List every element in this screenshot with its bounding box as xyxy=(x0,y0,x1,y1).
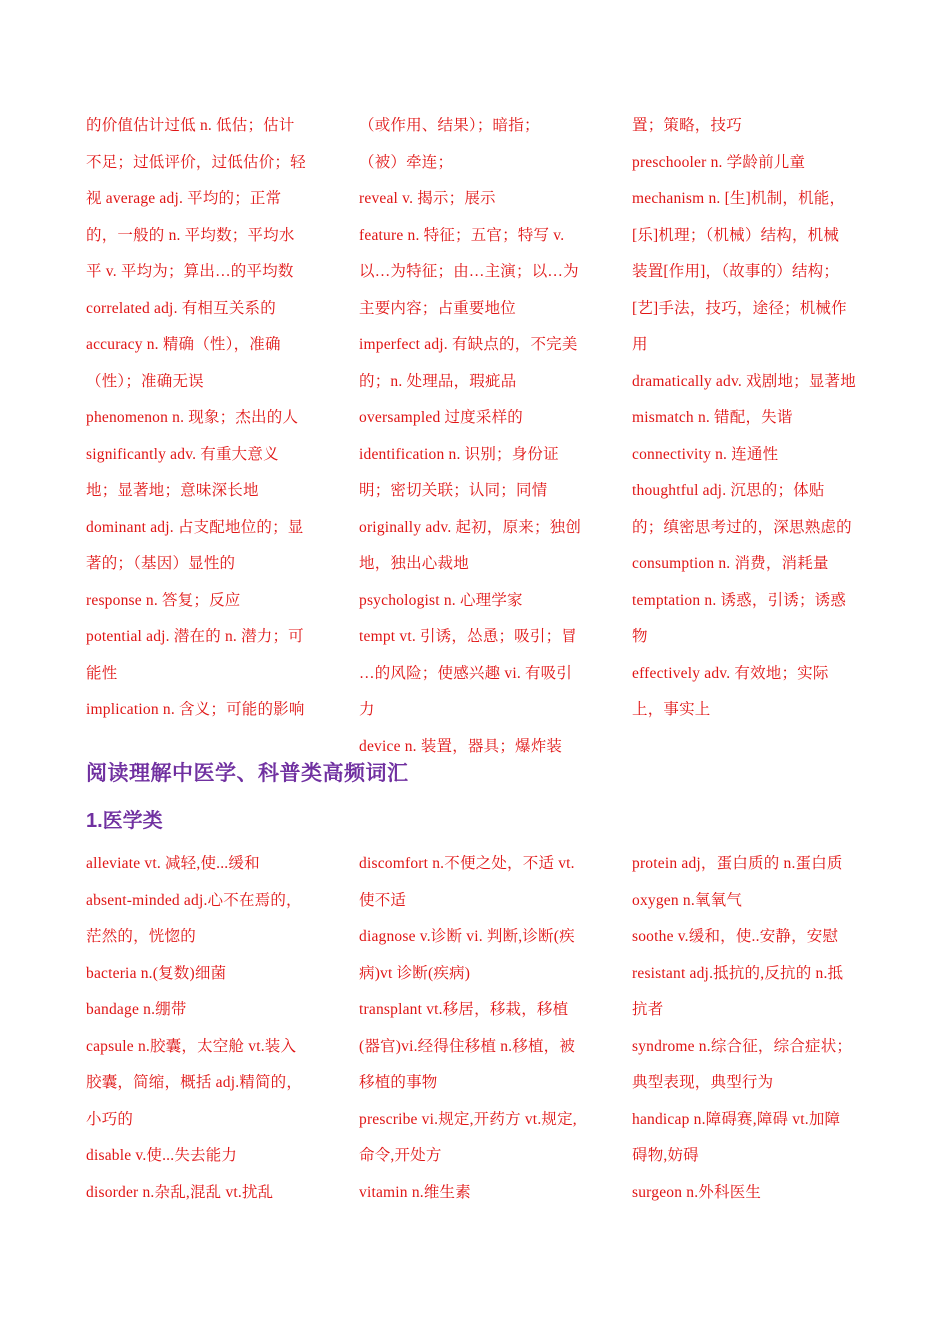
vocab-line: 茫然的，恍惚的 xyxy=(86,928,196,945)
vocab-line: 地；显著地；意味深长地 xyxy=(86,482,259,499)
vocab-line: 用 xyxy=(632,336,648,353)
vocab-line: 使不适 xyxy=(359,891,407,909)
vocab-line: reveal v. 揭示；展示 xyxy=(359,190,496,207)
vocab-line: implication n. 含义；可能的影响 xyxy=(86,701,305,718)
vocab-line: (器官)vi.经得住移植 n.移植，被 xyxy=(359,1037,576,1055)
vocab-line: 典型表现，典型行为 xyxy=(632,1074,774,1091)
vocab-line: 能性 xyxy=(86,664,118,682)
vocab-line: oversampled 过度采样的 xyxy=(359,409,523,426)
vocab-line: （或作用、结果）；暗指； xyxy=(359,117,540,134)
vocab-line: disorder n.杂乱,混乱 vt.扰乱 xyxy=(86,1183,274,1201)
vocab-line: …的风险；使感兴趣 vi. 有吸引 xyxy=(359,664,573,682)
vocab-column-right xyxy=(632,108,870,765)
vocab-line: tempt vt. 引诱，怂恿；吸引；冒 xyxy=(359,628,577,645)
vocab-line: diagnose v.诊断 vi. 判断,诊断(疾 xyxy=(359,928,575,945)
vocab-line: [艺]手法，技巧，途径；机械作 xyxy=(632,299,847,317)
vocab-line: capsule n.胶囊，太空舱 vt.装入 xyxy=(86,1037,297,1055)
vocab-line: （性）；准确无误 xyxy=(86,372,204,390)
vocab-line: psychologist n. 心理学家 xyxy=(359,591,523,609)
vocab-line: 移植的事物 xyxy=(359,1074,438,1091)
vocab-line: bacteria n.(复数)细菌 xyxy=(86,964,227,982)
vocab-line: dominant adj. 占支配地位的；显 xyxy=(86,518,304,536)
vocab-line: connectivity n. 连通性 xyxy=(632,445,779,463)
vocab-line: 的；n. 处理品，瑕疵品 xyxy=(359,372,517,390)
vocab-line: 小巧的 xyxy=(86,1110,134,1128)
vocab-line: imperfect adj. 有缺点的，不完美 xyxy=(359,336,578,353)
vocab-line: 胶囊，简缩，概括 adj.精简的， xyxy=(86,1074,303,1091)
vocab-line: significantly adv. 有重大意义 xyxy=(86,445,279,463)
vocab-line: device n. 装置，器具；爆炸装 xyxy=(359,737,563,755)
vocab-section-general xyxy=(86,108,870,765)
vocab-line: protein adj，蛋白质的 n.蛋白质 xyxy=(632,855,843,872)
vocab-line: discomfort n.不便之处，不适 vt. xyxy=(359,855,575,872)
vocab-line: phenomenon n. 现象；杰出的人 xyxy=(86,409,299,426)
vocab-line: 的；缜密思考过的，深思熟虑的 xyxy=(632,518,852,536)
subsection-heading-medical: 1.医学类 xyxy=(86,810,163,832)
section-heading: 阅读理解中医学、科普类高频词汇 xyxy=(86,762,409,785)
vocab-line: 地，独出心裁地 xyxy=(359,555,469,572)
vocab-line: 装置[作用]，（故事的）结构； xyxy=(632,263,840,280)
vocab-line: 命令,开处方 xyxy=(359,1147,442,1164)
vocab-line: disable v.使...失去能力 xyxy=(86,1147,238,1164)
vocab-line: oxygen n.氧氧气 xyxy=(632,891,743,909)
vocab-line: [乐]机理；（机械）结构，机械 xyxy=(632,226,840,244)
vocab-line: transplant vt.移居，移栽，移植 xyxy=(359,1001,569,1018)
vocab-line: mechanism n. [生]机制，机能， xyxy=(632,190,846,207)
vocab-line: 抗者 xyxy=(632,1001,664,1018)
medical-column-right xyxy=(632,846,870,1211)
vocab-line: 上，事实上 xyxy=(632,701,711,718)
vocab-line: 的，一般的 n. 平均数；平均水 xyxy=(86,226,295,244)
vocab-line: temptation n. 诱惑，引诱；诱惑 xyxy=(632,591,847,609)
vocab-line: correlated adj. 有相互关系的 xyxy=(86,299,276,317)
vocab-line: surgeon n.外科医生 xyxy=(632,1183,762,1201)
vocab-line: 碍物,妨碍 xyxy=(632,1147,699,1164)
vocab-line: preschooler n. 学龄前儿童 xyxy=(632,153,806,171)
vocab-line: feature n. 特征；五官；特写 v. xyxy=(359,226,565,244)
vocab-line: thoughtful adj. 沉思的；体贴 xyxy=(632,482,825,499)
vocab-line: 明；密切关联；认同；同情 xyxy=(359,482,548,499)
vocab-line: （被）牵连； xyxy=(359,153,454,171)
vocab-line: prescribe vi.规定,开药方 vt.规定, xyxy=(359,1110,577,1128)
vocab-line: 平 v. 平均为；算出…的平均数 xyxy=(86,263,294,280)
vocab-line: dramatically adv. 戏剧地；显著地 xyxy=(632,372,856,390)
vocab-line: bandage n.绷带 xyxy=(86,1001,187,1018)
vocab-line: 的价值估计过低 n. 低估；估计 xyxy=(86,117,295,134)
vocab-line: effectively adv. 有效地；实际 xyxy=(632,664,829,682)
vocab-line: soothe v.缓和，使..安静，安慰 xyxy=(632,928,839,945)
vocab-line: 视 average adj. 平均的；正常 xyxy=(86,190,282,207)
vocab-section-medical xyxy=(86,846,870,1211)
vocab-line: response n. 答复；反应 xyxy=(86,591,241,609)
vocab-line: potential adj. 潜在的 n. 潜力；可 xyxy=(86,628,304,645)
vocab-line: 著的；（基因）显性的 xyxy=(86,555,236,572)
vocab-line: absent-minded adj.心不在焉的， xyxy=(86,891,302,909)
vocab-line: resistant adj.抵抗的,反抗的 n.抵 xyxy=(632,964,844,982)
vocab-line: 病)vt 诊断(疾病) xyxy=(359,964,471,982)
vocab-line: accuracy n. 精确（性），准确 xyxy=(86,336,281,353)
vocab-line: vitamin n.维生素 xyxy=(359,1183,471,1201)
vocab-line: mismatch n. 错配，失谐 xyxy=(632,409,793,426)
vocab-line: 置；策略，技巧 xyxy=(632,117,742,134)
vocab-line: alleviate vt. 减轻,使...缓和 xyxy=(86,855,260,872)
vocab-line: consumption n. 消费，消耗量 xyxy=(632,555,829,572)
vocab-column-left xyxy=(86,108,324,765)
medical-column-left xyxy=(86,846,324,1211)
medical-column-middle xyxy=(359,846,597,1211)
vocab-line: originally adv. 起初，原来；独创 xyxy=(359,518,582,536)
vocab-line: handicap n.障碍赛,障碍 vt.加障 xyxy=(632,1110,841,1128)
vocab-line: 以…为特征；由…主演；以…为 xyxy=(359,263,579,280)
vocab-line: 力 xyxy=(359,701,375,718)
vocab-column-middle xyxy=(359,108,597,765)
vocab-line: 物 xyxy=(632,628,648,645)
vocab-line: 不足；过低评价，过低估价；轻 xyxy=(86,153,306,171)
vocab-line: syndrome n.综合征，综合症状； xyxy=(632,1037,853,1055)
vocab-line: 主要内容；占重要地位 xyxy=(359,299,517,317)
vocab-line: identification n. 识别；身份证 xyxy=(359,445,559,463)
